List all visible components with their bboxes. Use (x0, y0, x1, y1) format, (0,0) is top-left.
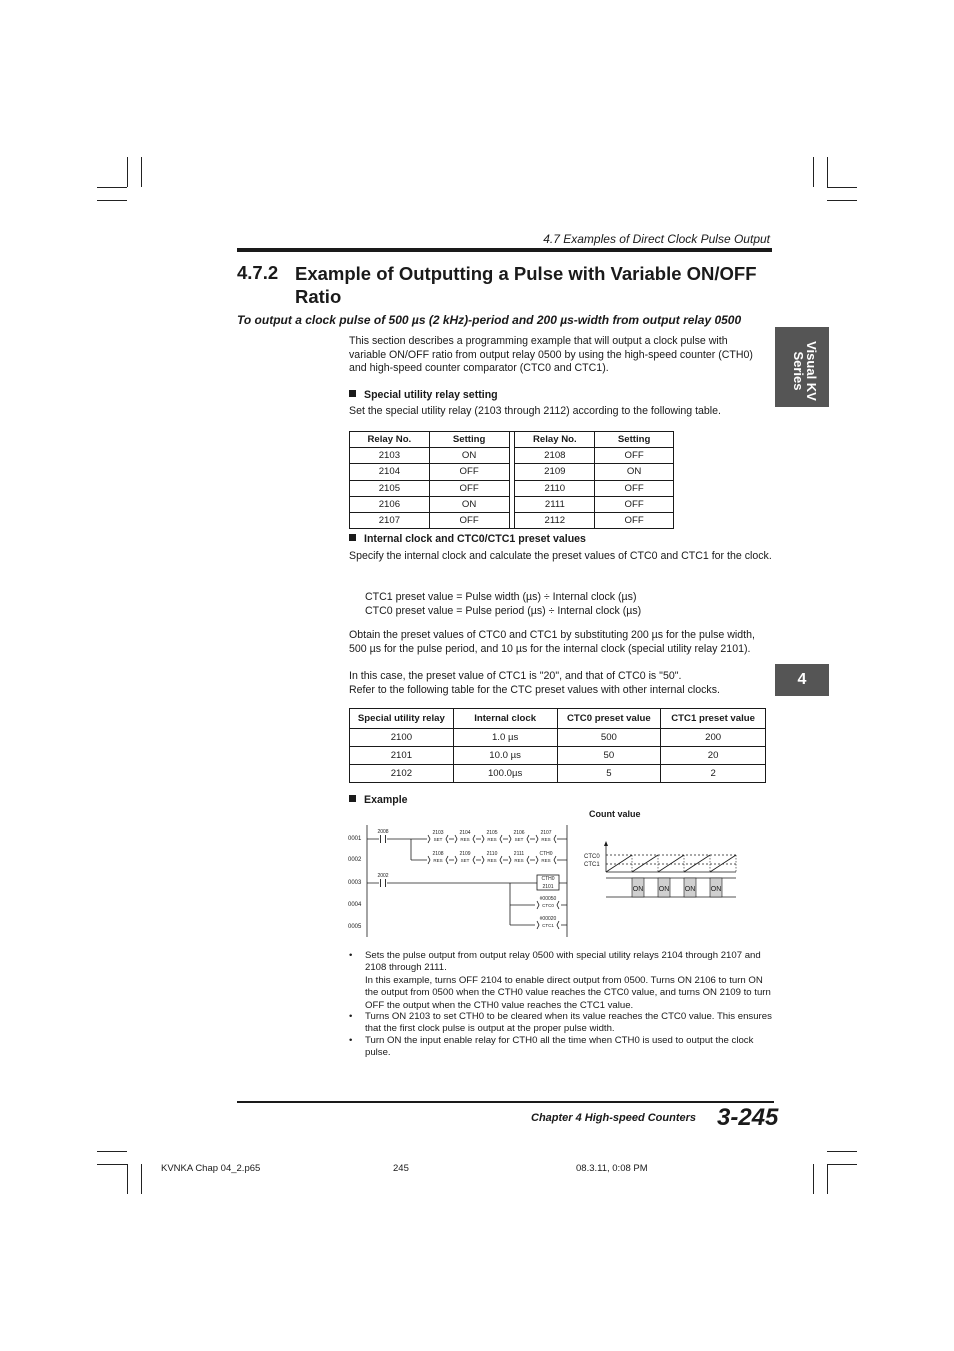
ctc-name-label: CTC1 (542, 923, 554, 928)
table-cell: 2100 (350, 729, 454, 747)
list-item-text: Turns ON 2103 to set CTH0 to be cleared when its value reaches the CTC0 value. This ensures that the first clock pulse is output at the proper pulse width. (365, 1011, 772, 1035)
ctc-name-label: CTC0 (542, 903, 554, 908)
table-cell: 2103 (350, 448, 430, 464)
ctc-preset-label: #00020 (539, 916, 557, 922)
preset-text-1: Specify the internal clock and calculate the preset values of CTC0 and CTC1 for the clock. (349, 550, 772, 562)
table-header-row (350, 709, 766, 729)
timing-label-ctc0: CTC0 (584, 854, 600, 860)
on-label: ON (658, 886, 670, 893)
coil-op-label: SET (460, 858, 470, 863)
table-cell: OFF (595, 496, 674, 512)
table-header-cell: Special utility relay (350, 709, 454, 729)
footer-rule (237, 1101, 774, 1103)
preset-heading-text: Internal clock and CTC0/CTC1 preset values (364, 533, 586, 545)
running-header: 4.7 Examples of Direct Clock Pulse Output (543, 232, 770, 246)
coil-op-label: RES (460, 837, 470, 842)
crop-mark (813, 1164, 814, 1194)
square-bullet-icon (349, 534, 356, 541)
coil-op-label: RES (541, 837, 551, 842)
crop-mark (97, 187, 127, 188)
table-cell: 2102 (350, 765, 454, 783)
relay-setting-heading (349, 389, 498, 401)
table-cell: ON (595, 464, 674, 480)
table-header-cell: Setting (429, 432, 509, 448)
contact-label: 2008 (377, 829, 389, 835)
series-tab-label: Visual KV Series (791, 341, 819, 401)
table-header-cell: Relay No. (350, 432, 430, 448)
slug-date: 08.3.11, 0:08 PM (576, 1163, 648, 1174)
formula-ctc1: CTC1 preset value = Pulse width (µs) ÷ Internal clock (µs) (365, 591, 637, 603)
preset-table-wrap (349, 708, 766, 783)
timing-label-ctc1: CTC1 (584, 862, 600, 868)
table-cell: ON (429, 496, 509, 512)
bullet-icon: • (349, 1011, 353, 1022)
on-label: ON (632, 886, 644, 893)
table-cell: 2110 (515, 480, 595, 496)
table-cell: OFF (595, 512, 674, 528)
table-cell: OFF (595, 480, 674, 496)
table-cell: 2105 (350, 480, 430, 496)
crop-mark (827, 157, 828, 187)
bullet-icon: • (349, 1035, 353, 1046)
list-item-text: In this example, turns OFF 2104 to enable direct output from 0500. Turns ON 2106 to turn ON the output from 0500 when the CTH0 value reaches the CTC0 value, and turns ON 2109 to turn OFF the output when the CTH0 value reaches the CTC1 value. (365, 975, 771, 1011)
bullet-icon: • (349, 950, 353, 961)
crop-mark (827, 187, 857, 188)
coil-op-label: RES (514, 858, 524, 863)
sawtooth-ramp (684, 855, 710, 872)
table-cell: 10.0 µs (453, 747, 557, 765)
table-cell: 500 (557, 729, 661, 747)
preset-text-2: Obtain the preset values of CTC0 and CTC1 by substituting 200 µs for the pulse width, 500 µs for the pulse period, and 10 µs for the internal clock (special utility relay 2101). (349, 629, 755, 655)
intro-paragraph: This section describes a programming example that will output a clock pulse with variable ON/OFF ratio from output relay 0500 by using the high-speed counter (CTH0) and high-speed counter comparator (CTC0 and CTC1). (349, 335, 753, 375)
table-row (350, 765, 766, 783)
table-row (350, 729, 766, 747)
table-cell: 2101 (350, 747, 454, 765)
table-row (350, 448, 674, 464)
table-cell: 2111 (515, 496, 595, 512)
page-number: 3-245 (717, 1104, 779, 1131)
series-side-tab (775, 327, 829, 407)
relay-table (349, 431, 674, 529)
relay-table-wrap (349, 431, 674, 529)
slug-file: KVNKA Chap 04_2.p65 (161, 1163, 261, 1174)
table-cell: 50 (557, 747, 661, 765)
table-header-cell: Relay No. (515, 432, 595, 448)
table-cell: 1.0 µs (453, 729, 557, 747)
chapter-side-tab: 4 (775, 664, 829, 696)
crop-mark (127, 157, 128, 187)
coil-op-label: RES (487, 858, 497, 863)
table-row (350, 512, 674, 528)
slug-page: 245 (393, 1163, 409, 1174)
coil-number-label: 2111 (513, 851, 525, 857)
coil-number-label: 2103 (432, 830, 444, 836)
table-cell: 5 (557, 765, 661, 783)
formula-ctc0: CTC0 preset value = Pulse period (µs) ÷ Internal clock (µs) (365, 605, 642, 617)
crop-mark (141, 157, 142, 187)
table-cell: 2109 (515, 464, 595, 480)
table-row (350, 747, 766, 765)
table-cell: 2107 (350, 512, 430, 528)
table-row (350, 464, 674, 480)
rung-number: 0004 (348, 902, 362, 908)
coil-number-label: 2104 (459, 830, 471, 836)
cth0-label: CTH0 (541, 876, 555, 882)
coil-op-label: SET (514, 837, 524, 842)
table-header-cell: CTC0 preset value (557, 709, 661, 729)
table-cell: 2 (661, 765, 766, 783)
coil-number-label: 2110 (486, 851, 498, 857)
sawtooth-ramp (632, 855, 658, 872)
sawtooth-ramp (606, 855, 632, 872)
square-bullet-icon (349, 795, 356, 802)
on-label: ON (710, 886, 722, 893)
coil-number-label: 2109 (459, 851, 471, 857)
coil-number-label: 2107 (540, 830, 552, 836)
table-cell: ON (429, 448, 509, 464)
table-cell: OFF (595, 448, 674, 464)
table-header-cell: CTC1 preset value (661, 709, 766, 729)
crop-mark (827, 1164, 828, 1194)
crop-mark (97, 200, 127, 201)
table-header-row (350, 432, 674, 448)
rung-number: 0005 (348, 924, 362, 930)
square-bullet-icon (349, 390, 356, 397)
table-cell: 2112 (515, 512, 595, 528)
ladder-diagram (345, 825, 575, 943)
crop-mark (141, 1164, 142, 1194)
list-item-text: Sets the pulse output from output relay 0500 with special utility relays 2104 through 2107 and 2108 through 2111. (365, 950, 761, 974)
table-cell: 2104 (350, 464, 430, 480)
table-cell: OFF (429, 464, 509, 480)
crop-mark (97, 1151, 127, 1152)
crop-mark (97, 1164, 127, 1165)
table-cell: 2106 (350, 496, 430, 512)
preset-table (349, 708, 766, 783)
list-item-text: Turn ON the input enable relay for CTH0 all the time when CTH0 is used to output the clock pulse. (365, 1035, 754, 1059)
crop-mark (827, 200, 857, 201)
table-cell: 200 (661, 729, 766, 747)
crop-mark (827, 1164, 857, 1165)
table-header-cell: Setting (595, 432, 674, 448)
coil-number-label: CTH0 (539, 851, 553, 857)
coil-number-label: 2105 (486, 830, 498, 836)
timing-labels (584, 853, 600, 869)
ctc-preset-label: #00050 (539, 896, 557, 902)
preset-text-3: In this case, the preset value of CTC1 is "20", and that of CTC0 is "50". (349, 670, 682, 682)
cth0-value: 2101 (542, 884, 554, 890)
sawtooth-ramp (710, 855, 736, 872)
table-cell: 20 (661, 747, 766, 765)
crop-mark (127, 1164, 128, 1194)
contact-label: 2002 (377, 873, 389, 879)
coil-number-label: 2108 (432, 851, 444, 857)
example-heading (349, 794, 408, 806)
header-rule (237, 248, 772, 252)
table-cell: 2108 (515, 448, 595, 464)
coil-op-label: RES (433, 858, 443, 863)
example-heading-text: Example (364, 794, 408, 806)
table-row (350, 480, 674, 496)
rung-number: 0003 (348, 880, 362, 886)
table-header-cell: Internal clock (453, 709, 557, 729)
rung-number: 0002 (348, 857, 362, 863)
coil-op-label: SET (433, 837, 443, 842)
crop-mark (813, 157, 814, 187)
section-title: Example of Outputting a Pulse with Variable ON/OFF Ratio (295, 263, 757, 307)
footer-chapter-label: Chapter 4 High-speed Counters (531, 1112, 697, 1124)
table-cell: 100.0µs (453, 765, 557, 783)
table-cell: OFF (429, 480, 509, 496)
timing-diagram (580, 840, 740, 904)
coil-op-label: RES (487, 837, 497, 842)
axis-arrow-icon (604, 841, 608, 846)
coil-op-label: RES (541, 858, 551, 863)
count-value-label: Count value (589, 809, 641, 819)
preset-heading (349, 533, 586, 545)
on-label: ON (684, 886, 696, 893)
table-row (350, 496, 674, 512)
coil-number-label: 2106 (513, 830, 525, 836)
sawtooth-ramp (658, 855, 684, 872)
crop-mark (827, 1151, 857, 1152)
relay-setting-heading-text: Special utility relay setting (364, 389, 498, 401)
section-subheading: To output a clock pulse of 500 µs (2 kHz)-period and 200 µs-width from output relay 0500 (237, 313, 742, 327)
preset-text-4: Refer to the following table for the CTC preset values with other internal clocks. (349, 684, 720, 696)
table-cell: OFF (429, 512, 509, 528)
rung-number: 0001 (348, 836, 362, 842)
relay-setting-text: Set the special utility relay (2103 through 2112) according to the following table. (349, 405, 721, 417)
section-number: 4.7.2 (237, 262, 279, 283)
